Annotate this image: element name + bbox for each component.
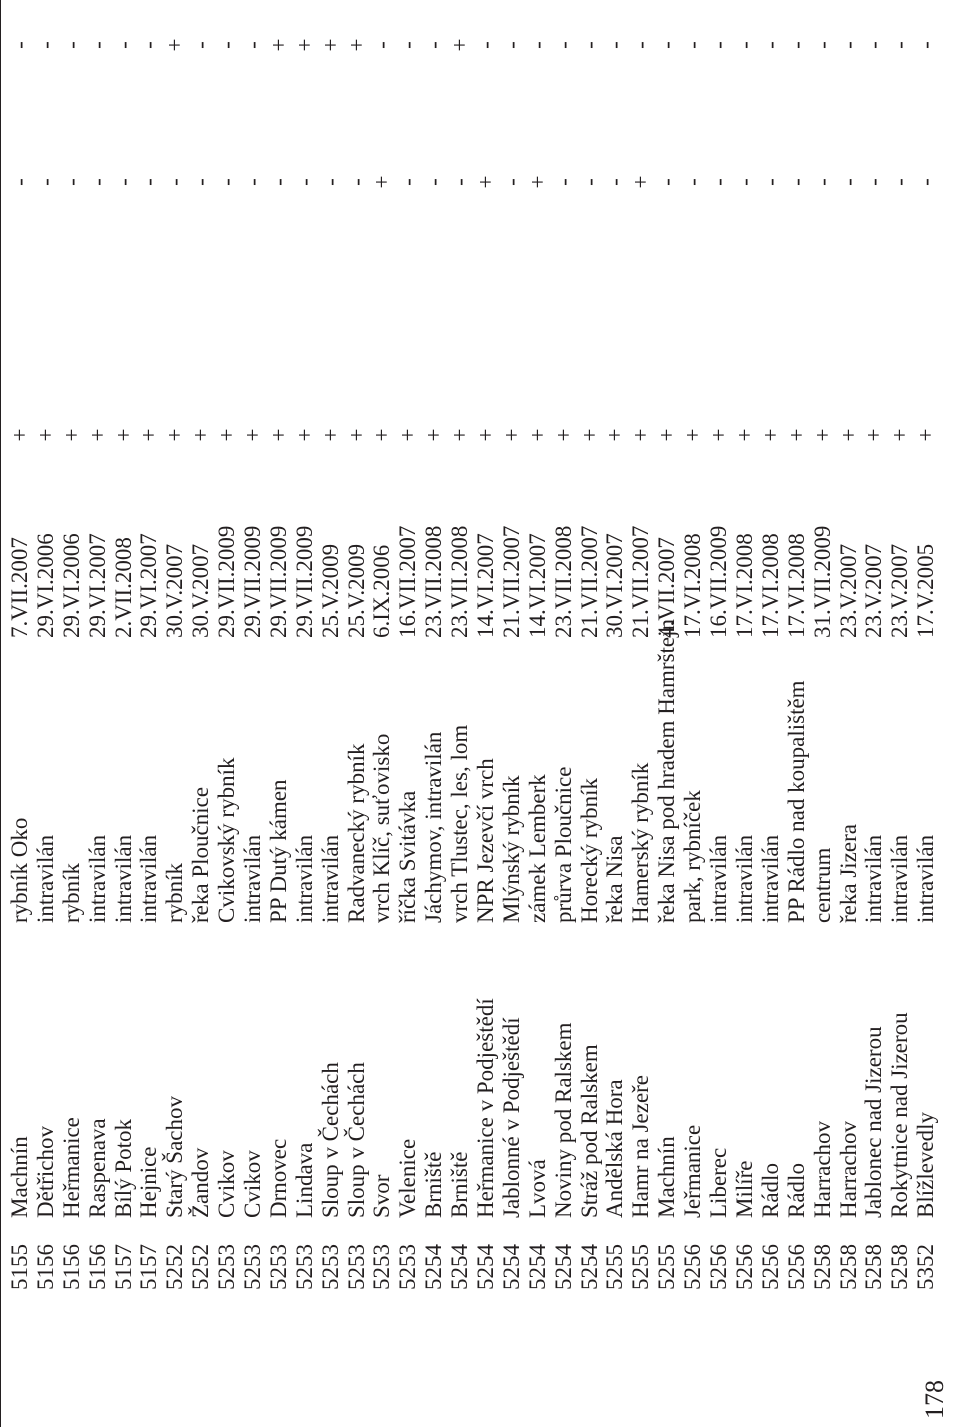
mark-2-cell: - bbox=[706, 178, 732, 186]
mark-3-cell: - bbox=[240, 41, 266, 49]
place-cell: Jablonec nad Jizerou bbox=[861, 1026, 887, 1218]
mark-3-cell: - bbox=[628, 41, 654, 49]
mark-1-cell: + bbox=[706, 428, 732, 442]
locality-cell: rybník bbox=[58, 862, 84, 923]
date-cell: 21.VII.2007 bbox=[576, 525, 602, 638]
mark-1-cell: + bbox=[447, 428, 473, 442]
place-cell: Cvikov bbox=[214, 1150, 240, 1218]
mark-2-cell: - bbox=[162, 178, 188, 186]
place-cell: Rokytnice nad Jizerou bbox=[887, 1012, 913, 1218]
date-cell: 25.V.2009 bbox=[343, 543, 369, 638]
mark-1-cell: + bbox=[188, 428, 214, 442]
table-row bbox=[784, 0, 810, 1290]
mark-3-cell: - bbox=[783, 41, 809, 49]
place-cell: Žandov bbox=[188, 1147, 214, 1218]
locality-cell: intravilán bbox=[84, 834, 110, 923]
locality-cell: intravilán bbox=[757, 834, 783, 923]
table-row bbox=[654, 0, 680, 1290]
locality-cell: intravilán bbox=[317, 834, 343, 923]
mark-2-cell: - bbox=[84, 178, 110, 186]
mark-3-cell: - bbox=[110, 41, 136, 49]
date-cell: 17.VI.2008 bbox=[783, 533, 809, 638]
mark-1-cell: + bbox=[473, 428, 499, 442]
place-cell: Rádlo bbox=[757, 1163, 783, 1218]
mark-1-cell: + bbox=[214, 428, 240, 442]
mark-1-cell: + bbox=[84, 428, 110, 442]
mark-1-cell: + bbox=[524, 428, 550, 442]
mark-2-cell: - bbox=[240, 178, 266, 186]
date-cell: 29.VII.2009 bbox=[291, 525, 317, 638]
table-row bbox=[680, 0, 706, 1290]
date-cell: 29.VI.2007 bbox=[136, 533, 162, 638]
date-cell: 29.VI.2006 bbox=[32, 533, 58, 638]
date-cell: 23.VII.2008 bbox=[550, 525, 576, 638]
map-code-cell: 5156 bbox=[58, 1244, 84, 1290]
locality-cell: intravilán bbox=[291, 834, 317, 923]
locality-cell: intravilán bbox=[136, 834, 162, 923]
date-cell: 29.VII.2009 bbox=[240, 525, 266, 638]
locality-cell: intravilán bbox=[110, 834, 136, 923]
date-cell: 14.VI.2007 bbox=[473, 533, 499, 638]
locality-cell: intravilán bbox=[240, 834, 266, 923]
table-row bbox=[33, 0, 59, 1290]
date-cell: 14.VI.2007 bbox=[524, 533, 550, 638]
map-code-cell: 5254 bbox=[576, 1244, 602, 1290]
mark-1-cell: + bbox=[58, 428, 84, 442]
table-row bbox=[59, 0, 85, 1290]
date-cell: 17.VI.2008 bbox=[731, 533, 757, 638]
date-cell: 23.V.2007 bbox=[861, 543, 887, 638]
locality-cell: PP Dutý kámen bbox=[265, 779, 291, 923]
place-cell: Svor bbox=[369, 1174, 395, 1218]
place-cell: Machnín bbox=[7, 1136, 32, 1218]
table-row bbox=[628, 0, 654, 1290]
mark-1-cell: + bbox=[343, 428, 369, 442]
mark-2-cell: - bbox=[498, 178, 524, 186]
mark-2-cell: - bbox=[550, 178, 576, 186]
mark-2-cell: - bbox=[421, 178, 447, 186]
date-cell: 23.V.2007 bbox=[887, 543, 913, 638]
locality-cell: Hamerský rybník bbox=[628, 762, 654, 923]
date-cell: 6.IX.2006 bbox=[369, 544, 395, 638]
mark-1-cell: + bbox=[317, 428, 343, 442]
place-cell: Drnovec bbox=[265, 1138, 291, 1218]
map-code-cell: 5256 bbox=[731, 1244, 757, 1290]
mark-2-cell: - bbox=[447, 178, 473, 186]
mark-1-cell: + bbox=[628, 428, 654, 442]
table-row bbox=[240, 0, 266, 1290]
place-cell: Hamr na Jezeře bbox=[628, 1074, 654, 1218]
map-code-cell: 5155 bbox=[7, 1244, 32, 1290]
mark-2-cell: + bbox=[473, 175, 499, 189]
locality-cell: PP Rádlo nad koupalištěm bbox=[783, 680, 809, 923]
mark-2-cell: - bbox=[861, 178, 887, 186]
mark-1-cell: + bbox=[835, 428, 861, 442]
locality-cell: intravilán bbox=[706, 834, 732, 923]
locality-cell: řeka Ploučnice bbox=[188, 786, 214, 923]
date-cell: 17.VI.2008 bbox=[757, 533, 783, 638]
date-cell: 25.V.2009 bbox=[317, 543, 343, 638]
mark-1-cell: + bbox=[680, 428, 706, 442]
mark-3-cell: - bbox=[913, 41, 939, 49]
locality-cell: vrch Klíč, suťovisko bbox=[369, 733, 395, 923]
mark-1-cell: + bbox=[731, 428, 757, 442]
date-cell: 30.VI.2007 bbox=[602, 533, 628, 638]
map-code-cell: 5258 bbox=[809, 1244, 835, 1290]
place-cell: Harrachov bbox=[835, 1120, 861, 1218]
table-row bbox=[602, 0, 628, 1290]
mark-1-cell: + bbox=[7, 428, 32, 442]
locality-cell: intravilán bbox=[32, 834, 58, 923]
table-row bbox=[861, 0, 887, 1290]
place-cell: Raspenava bbox=[84, 1118, 110, 1218]
date-cell: 23.VII.2008 bbox=[447, 525, 473, 638]
mark-3-cell: - bbox=[369, 41, 395, 49]
place-cell: Hejnice bbox=[136, 1146, 162, 1218]
mark-3-cell: - bbox=[602, 41, 628, 49]
mark-2-cell: - bbox=[809, 178, 835, 186]
records-table bbox=[7, 0, 939, 1290]
mark-1-cell: + bbox=[809, 428, 835, 442]
date-cell: 21.VII.2007 bbox=[498, 525, 524, 638]
place-cell: Jablonné v Podještědí bbox=[498, 1017, 524, 1218]
mark-3-cell: - bbox=[188, 41, 214, 49]
table-row bbox=[369, 0, 395, 1290]
mark-3-cell: + bbox=[317, 38, 343, 52]
map-code-cell: 5253 bbox=[214, 1244, 240, 1290]
mark-1-cell: + bbox=[136, 428, 162, 442]
mark-3-cell: - bbox=[576, 41, 602, 49]
map-code-cell: 5156 bbox=[32, 1244, 58, 1290]
map-code-cell: 5254 bbox=[473, 1244, 499, 1290]
mark-1-cell: + bbox=[550, 428, 576, 442]
mark-1-cell: + bbox=[654, 428, 680, 442]
locality-cell: průrva Ploučnice bbox=[550, 766, 576, 923]
mark-3-cell: - bbox=[58, 41, 84, 49]
place-cell: Sloup v Čechách bbox=[317, 1062, 343, 1218]
table-row bbox=[473, 0, 499, 1290]
mark-3-cell: + bbox=[447, 38, 473, 52]
table-row bbox=[214, 0, 240, 1290]
date-cell: 29.VI.2007 bbox=[84, 533, 110, 638]
place-cell: Noviny pod Ralskem bbox=[550, 1022, 576, 1218]
mark-1-cell: + bbox=[861, 428, 887, 442]
place-cell: Harrachov bbox=[809, 1120, 835, 1218]
mark-3-cell: + bbox=[291, 38, 317, 52]
map-code-cell: 5157 bbox=[110, 1244, 136, 1290]
date-cell: 29.VII.2009 bbox=[214, 525, 240, 638]
table-row bbox=[577, 0, 603, 1290]
place-cell: Blížlevedly bbox=[913, 1111, 939, 1218]
date-cell: 30.V.2007 bbox=[188, 543, 214, 638]
date-cell: 7.VII.2007 bbox=[7, 537, 32, 638]
locality-cell: řeka Jizera bbox=[835, 824, 861, 923]
table-row bbox=[499, 0, 525, 1290]
mark-2-cell: - bbox=[188, 178, 214, 186]
date-cell: 4.VII.2007 bbox=[654, 537, 680, 638]
table-row bbox=[421, 0, 447, 1290]
mark-2-cell: - bbox=[58, 178, 84, 186]
mark-1-cell: + bbox=[498, 428, 524, 442]
map-code-cell: 5254 bbox=[421, 1244, 447, 1290]
map-code-cell: 5255 bbox=[628, 1244, 654, 1290]
locality-cell: park, rybníček bbox=[680, 790, 706, 923]
date-cell: 16.VII.2007 bbox=[395, 525, 421, 638]
place-cell: Sloup v Čechách bbox=[343, 1062, 369, 1218]
date-cell: 16.VII.2009 bbox=[706, 525, 732, 638]
map-code-cell: 5253 bbox=[291, 1244, 317, 1290]
mark-2-cell: + bbox=[628, 175, 654, 189]
mark-2-cell: - bbox=[654, 178, 680, 186]
mark-3-cell: - bbox=[421, 41, 447, 49]
mark-3-cell: - bbox=[680, 41, 706, 49]
page-number: 178 bbox=[920, 1380, 949, 1419]
map-code-cell: 5255 bbox=[602, 1244, 628, 1290]
mark-2-cell: - bbox=[576, 178, 602, 186]
mark-2-cell: - bbox=[7, 178, 32, 186]
locality-cell: intravilán bbox=[913, 834, 939, 923]
mark-3-cell: - bbox=[835, 41, 861, 49]
place-cell: Stráž pod Ralskem bbox=[576, 1044, 602, 1218]
table-row bbox=[111, 0, 137, 1290]
table-row bbox=[525, 0, 551, 1290]
locality-cell: rybník Oko bbox=[7, 817, 32, 923]
table-row bbox=[162, 0, 188, 1290]
mark-2-cell: - bbox=[913, 178, 939, 186]
locality-cell: Radvanecký rybník bbox=[343, 743, 369, 923]
mark-1-cell: + bbox=[783, 428, 809, 442]
mark-3-cell: - bbox=[473, 41, 499, 49]
date-cell: 17.VI.2008 bbox=[680, 533, 706, 638]
date-cell: 29.VI.2006 bbox=[58, 533, 84, 638]
mark-3-cell: - bbox=[524, 41, 550, 49]
mark-2-cell: - bbox=[835, 178, 861, 186]
table-row bbox=[7, 0, 33, 1290]
place-cell: Heřmanice v Podještědí bbox=[473, 998, 499, 1218]
table-row bbox=[706, 0, 732, 1290]
mark-1-cell: + bbox=[887, 428, 913, 442]
mark-1-cell: + bbox=[576, 428, 602, 442]
mark-2-cell: - bbox=[757, 178, 783, 186]
mark-2-cell: - bbox=[343, 178, 369, 186]
place-cell: Heřmanice bbox=[58, 1117, 84, 1218]
mark-2-cell: - bbox=[265, 178, 291, 186]
locality-cell: Cvikovský rybník bbox=[214, 757, 240, 923]
mark-2-cell: - bbox=[317, 178, 343, 186]
mark-3-cell: - bbox=[214, 41, 240, 49]
mark-2-cell: - bbox=[136, 178, 162, 186]
locality-cell: rybník bbox=[162, 862, 188, 923]
map-code-cell: 5253 bbox=[343, 1244, 369, 1290]
mark-2-cell: - bbox=[214, 178, 240, 186]
mark-2-cell: - bbox=[602, 178, 628, 186]
mark-3-cell: - bbox=[136, 41, 162, 49]
table-row bbox=[188, 0, 214, 1290]
locality-cell: intravilán bbox=[887, 834, 913, 923]
locality-cell: Mlýnský rybník bbox=[498, 775, 524, 923]
table-row bbox=[266, 0, 292, 1290]
locality-cell: řeka Nisa pod hradem Hamrštejn bbox=[654, 618, 680, 923]
map-code-cell: 5253 bbox=[265, 1244, 291, 1290]
locality-cell: zámek Lemberk bbox=[524, 774, 550, 923]
locality-cell: Jáchymov, intravilán bbox=[421, 731, 447, 923]
mark-1-cell: + bbox=[757, 428, 783, 442]
mark-3-cell: - bbox=[32, 41, 58, 49]
map-code-cell: 5258 bbox=[835, 1244, 861, 1290]
mark-1-cell: + bbox=[265, 428, 291, 442]
place-cell: Liberec bbox=[706, 1147, 732, 1218]
mark-1-cell: + bbox=[32, 428, 58, 442]
locality-cell: NPR Jezevčí vrch bbox=[473, 758, 499, 923]
table-row bbox=[395, 0, 421, 1290]
place-cell: Machnín bbox=[654, 1136, 680, 1218]
table-row bbox=[136, 0, 162, 1290]
mark-1-cell: + bbox=[913, 428, 939, 442]
locality-cell: centrum bbox=[809, 847, 835, 923]
map-code-cell: 5352 bbox=[913, 1244, 939, 1290]
locality-cell: vrch Tlustec, les, lom bbox=[447, 724, 473, 923]
mark-3-cell: - bbox=[498, 41, 524, 49]
table-row bbox=[913, 0, 939, 1290]
date-cell: 29.VII.2009 bbox=[265, 525, 291, 638]
map-code-cell: 5256 bbox=[680, 1244, 706, 1290]
map-code-cell: 5256 bbox=[706, 1244, 732, 1290]
locality-cell: intravilán bbox=[731, 834, 757, 923]
place-cell: Jeřmanice bbox=[680, 1124, 706, 1218]
map-code-cell: 5255 bbox=[654, 1244, 680, 1290]
table-row bbox=[344, 0, 370, 1290]
table-row bbox=[887, 0, 913, 1290]
map-code-cell: 5258 bbox=[861, 1244, 887, 1290]
mark-3-cell: - bbox=[887, 41, 913, 49]
place-cell: Bílý Potok bbox=[110, 1118, 136, 1218]
mark-2-cell: + bbox=[524, 175, 550, 189]
table-row bbox=[836, 0, 862, 1290]
place-cell: Rádlo bbox=[783, 1163, 809, 1218]
locality-cell: řeka Nisa bbox=[602, 835, 628, 923]
mark-3-cell: - bbox=[654, 41, 680, 49]
date-cell: 2.VII.2008 bbox=[110, 537, 136, 638]
table-row bbox=[292, 0, 318, 1290]
map-code-cell: 5253 bbox=[317, 1244, 343, 1290]
place-cell: Milíře bbox=[731, 1160, 757, 1218]
mark-3-cell: + bbox=[343, 38, 369, 52]
place-cell: Cvikov bbox=[240, 1150, 266, 1218]
date-cell: 31.VII.2009 bbox=[809, 525, 835, 638]
mark-3-cell: - bbox=[861, 41, 887, 49]
mark-1-cell: + bbox=[369, 428, 395, 442]
mark-2-cell: - bbox=[32, 178, 58, 186]
map-code-cell: 5157 bbox=[136, 1244, 162, 1290]
map-code-cell: 5253 bbox=[369, 1244, 395, 1290]
date-cell: 30.V.2007 bbox=[162, 543, 188, 638]
mark-2-cell: - bbox=[680, 178, 706, 186]
mark-1-cell: + bbox=[602, 428, 628, 442]
place-cell: Brniště bbox=[447, 1151, 473, 1218]
place-cell: Lindava bbox=[291, 1142, 317, 1218]
mark-2-cell: - bbox=[395, 178, 421, 186]
table-row bbox=[758, 0, 784, 1290]
table-row bbox=[810, 0, 836, 1290]
date-cell: 17.V.2005 bbox=[913, 543, 939, 638]
place-cell: Starý Šachov bbox=[162, 1095, 188, 1218]
table-row bbox=[447, 0, 473, 1290]
mark-3-cell: - bbox=[809, 41, 835, 49]
table-row bbox=[732, 0, 758, 1290]
mark-2-cell: - bbox=[783, 178, 809, 186]
mark-1-cell: + bbox=[395, 428, 421, 442]
mark-3-cell: - bbox=[7, 41, 32, 49]
mark-1-cell: + bbox=[162, 428, 188, 442]
map-code-cell: 5254 bbox=[498, 1244, 524, 1290]
map-code-cell: 5254 bbox=[550, 1244, 576, 1290]
map-code-cell: 5254 bbox=[447, 1244, 473, 1290]
mark-3-cell: + bbox=[162, 38, 188, 52]
table-row bbox=[318, 0, 344, 1290]
mark-2-cell: - bbox=[731, 178, 757, 186]
mark-1-cell: + bbox=[421, 428, 447, 442]
date-cell: 21.VII.2007 bbox=[628, 525, 654, 638]
locality-cell: Horecký rybník bbox=[576, 778, 602, 923]
map-code-cell: 5252 bbox=[188, 1244, 214, 1290]
place-cell: Velenice bbox=[395, 1138, 421, 1218]
map-code-cell: 5254 bbox=[524, 1244, 550, 1290]
date-cell: 23.V.2007 bbox=[835, 543, 861, 638]
mark-3-cell: + bbox=[265, 38, 291, 52]
mark-2-cell: + bbox=[369, 175, 395, 189]
mark-2-cell: - bbox=[110, 178, 136, 186]
mark-1-cell: + bbox=[110, 428, 136, 442]
table-top-rule bbox=[0, 0, 1, 1427]
mark-3-cell: - bbox=[731, 41, 757, 49]
place-cell: Brniště bbox=[421, 1151, 447, 1218]
locality-cell: intravilán bbox=[861, 834, 887, 923]
map-code-cell: 5156 bbox=[84, 1244, 110, 1290]
map-code-cell: 5252 bbox=[162, 1244, 188, 1290]
mark-3-cell: - bbox=[706, 41, 732, 49]
locality-cell: říčka Svitávka bbox=[395, 790, 421, 923]
mark-3-cell: - bbox=[395, 41, 421, 49]
mark-3-cell: - bbox=[84, 41, 110, 49]
mark-2-cell: - bbox=[887, 178, 913, 186]
map-code-cell: 5256 bbox=[757, 1244, 783, 1290]
table-row bbox=[551, 0, 577, 1290]
table-row bbox=[85, 0, 111, 1290]
mark-2-cell: - bbox=[291, 178, 317, 186]
mark-3-cell: - bbox=[550, 41, 576, 49]
mark-1-cell: + bbox=[291, 428, 317, 442]
mark-1-cell: + bbox=[240, 428, 266, 442]
place-cell: Lvová bbox=[524, 1159, 550, 1218]
map-code-cell: 5258 bbox=[887, 1244, 913, 1290]
map-code-cell: 5253 bbox=[240, 1244, 266, 1290]
place-cell: Andělská Hora bbox=[602, 1079, 628, 1218]
map-code-cell: 5253 bbox=[395, 1244, 421, 1290]
mark-3-cell: - bbox=[757, 41, 783, 49]
map-code-cell: 5256 bbox=[783, 1244, 809, 1290]
place-cell: Dětřichov bbox=[32, 1126, 58, 1218]
date-cell: 23.VII.2008 bbox=[421, 525, 447, 638]
